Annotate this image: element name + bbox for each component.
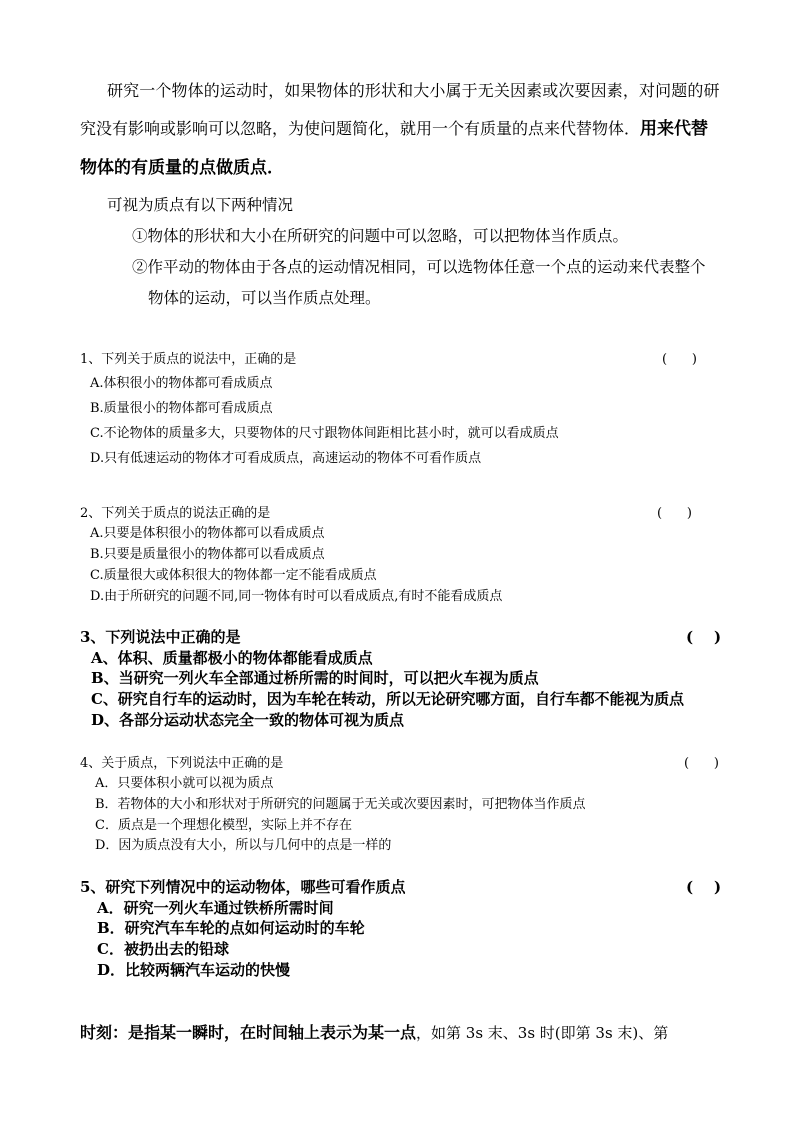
question-3-option-d: D、各部分运动状态完全一致的物体可视为质点 [91,711,405,729]
question-1-option-d: D.只有低速运动的物体才可看成质点，高速运动的物体不可看作质点 [90,451,482,466]
cases-title: 可视为质点有以下两种情况 [107,196,294,214]
question-3-option-a: A、体积、质量都极小的物体都能看成质点 [91,649,373,667]
question-5-option-a: A．研究一列火车通过铁桥所需时间 [97,899,334,917]
question-2-option-c: C.质量很大或体积很大的物体都一定不能看成质点 [90,568,377,583]
intro-line-1: 研究一个物体的运动时，如果物体的形状和大小属于无关因素或次要因素，对问题的研 [107,81,720,100]
question-5-option-c: C．被扔出去的铅球 [97,940,229,958]
case-2-line-2: 物体的运动，可以当作质点处理。 [148,289,381,307]
moment-definition [80,1025,668,1041]
intro-line-2-bold: 用来代替 [640,119,709,139]
case-1: ①物体的形状和大小在所研究的问题中可以忽略，可以把物体当作质点。 [132,227,629,245]
question-1-stem: 1、下列关于质点的说法中，正确的是 [80,352,297,367]
question-1-option-b: B.质量很小的物体都可看成质点 [90,401,273,416]
question-3-option-b: B、当研究一列火车全部通过桥所需的时间时，可以把火车视为质点 [91,669,539,687]
question-2-option-b: B.只要是质量很小的物体都可以看成质点 [90,547,325,562]
question-1-option-c: C.不论物体的质量多大，只要物体的尺寸跟物体间距相比甚小时，就可以看成质点 [90,426,559,441]
question-5-answer-blank: ( ) [686,878,722,896]
question-4-option-c: C．质点是一个理想化模型，实际上并不存在 [95,818,352,833]
question-4-answer-blank: ( ) [684,756,719,771]
question-5-stem: 5、研究下列情况中的运动物体，哪些可看作质点 [80,878,406,896]
question-5-option-d: D．比较两辆汽车运动的快慢 [97,961,291,979]
moment-definition-normal: ，如第 3s 末、3s 时(即第 3s 末)、第 [416,1024,669,1042]
question-4-stem: 4、关于质点，下列说法中正确的是 [80,756,284,771]
question-1-answer-blank: ( ) [662,352,697,367]
question-4-option-b: B．若物体的大小和形状对于所研究的问题属于无关或次要因素时，可把物体当作质点 [95,797,586,812]
question-4-option-a: A．只要体积小就可以视为质点 [95,776,274,791]
question-3-option-c: C、研究自行车的运动时，因为车轮在转动，所以无论研究哪方面，自行车都不能视为质点 [91,690,684,708]
moment-definition-bold: 时刻：是指某一瞬时，在时间轴上表示为某一点 [80,1023,417,1042]
question-2-option-d: D.由于所研究的问题不同,同一物体有时可以看成质点,有时不能看成质点 [90,589,503,604]
question-2-stem: 2、下列关于质点的说法正确的是 [80,506,271,521]
question-1-option-a: A.体积很小的物体都可看成质点 [90,376,273,391]
question-5-option-b: B．研究汽车车轮的点如何运动时的车轮 [97,919,365,937]
question-3-answer-blank: ( ) [686,628,722,646]
question-2-option-a: A.只要是体积很小的物体都可以看成质点 [90,526,325,541]
intro-definition: 物体的有质量的点做质点． [80,158,284,178]
question-4-option-d: D．因为质点没有大小，所以与几何中的点是一样的 [95,838,392,853]
intro-line-2 [80,121,708,138]
intro-line-2-normal: 究没有影响或影响可以忽略，为使问题简化，就用一个有质量的点来代替物体． [80,119,641,138]
question-3-stem: 3、下列说法中正确的是 [80,628,241,646]
case-2-line-1: ②作平动的物体由于各点的运动情况相同，可以选物体任意一个点的运动来代表整个 [132,258,706,276]
question-2-answer-blank: ( ) [657,506,692,521]
